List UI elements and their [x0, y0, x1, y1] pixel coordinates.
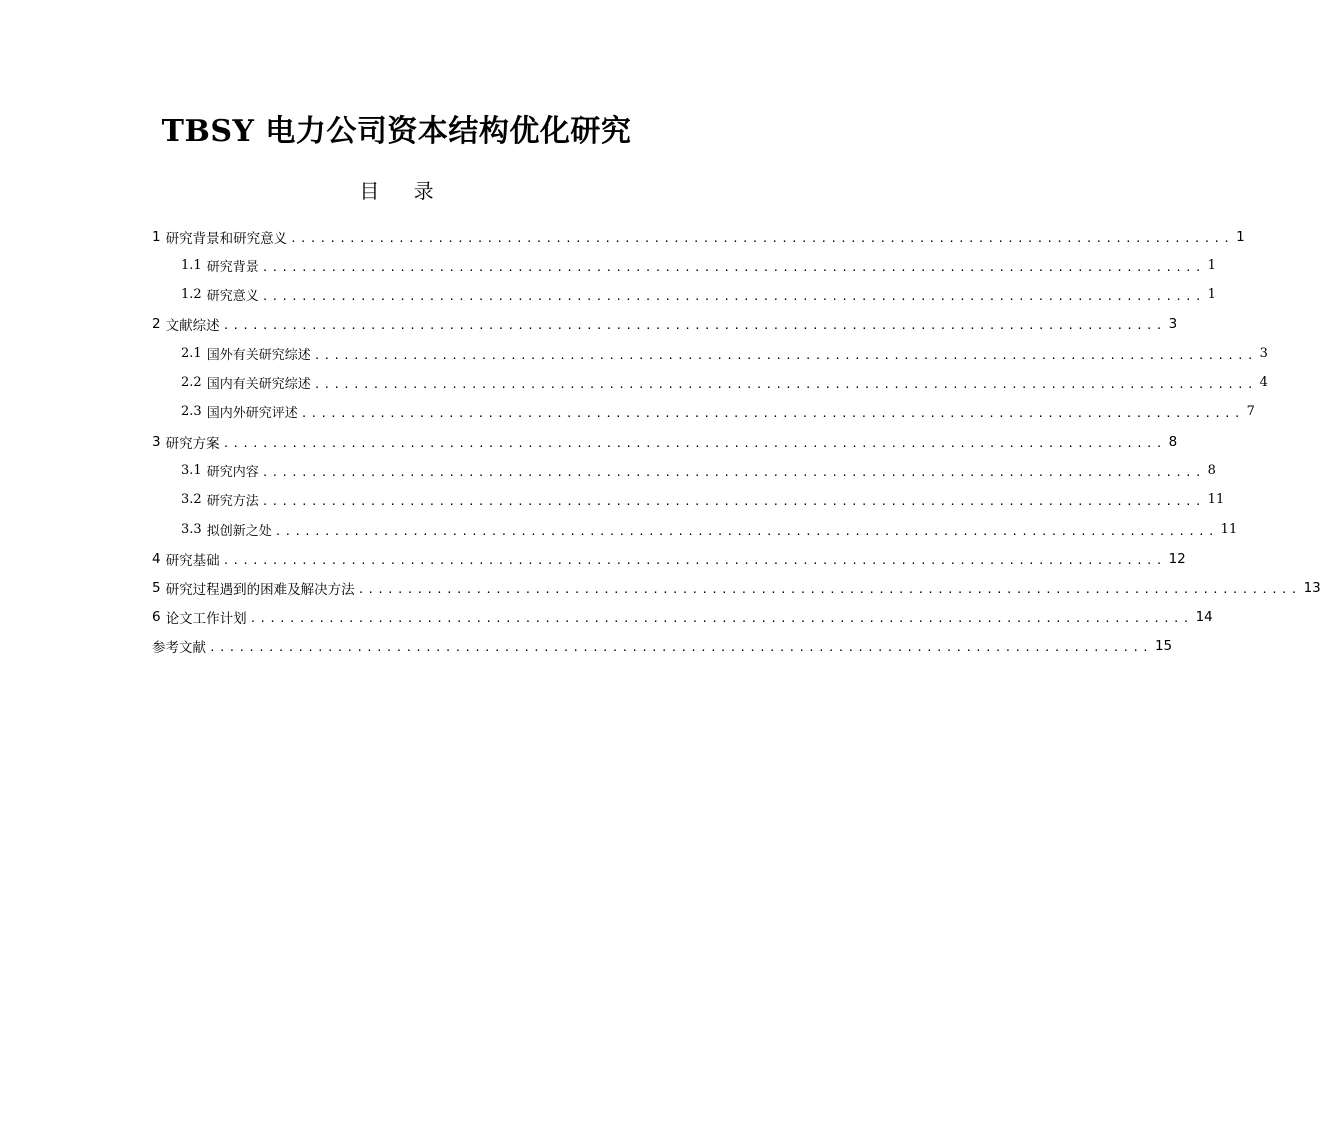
toc-dot-leader: ................................................................................................ [313, 378, 1257, 391]
toc-entry-label: 研究过程遇到的困难及解决方法 [165, 581, 355, 598]
toc-dot-leader: ................................................................................................ [357, 583, 1301, 596]
toc-entry-page: 12 [1168, 550, 1186, 567]
toc-entry-number: 3 [152, 433, 161, 450]
toc-dot-leader: ................................................................................................ [290, 232, 1234, 245]
toc-dot-leader: ................................................................................................ [222, 437, 1166, 450]
toc-entry-page: 1 [1207, 287, 1216, 302]
toc-dot-leader: ................................................................................................ [313, 349, 1257, 362]
toc-entry-number: 3.2 [181, 492, 202, 507]
toc-entry-page: 8 [1207, 463, 1216, 478]
toc-dot-leader: ................................................................................................ [300, 407, 1244, 420]
toc-heading: 目 录 [359, 179, 448, 203]
toc-entry-number: 1 [152, 228, 161, 245]
toc-entry-label: 参考文献 [152, 639, 206, 656]
toc-entry-page: 15 [1154, 637, 1173, 654]
toc-entry[interactable] [181, 515, 1238, 544]
toc-entry[interactable] [181, 485, 1225, 514]
toc-entry-page: 11 [1207, 492, 1225, 507]
toc-entry-number: 5 [152, 579, 161, 596]
toc-entry[interactable] [181, 251, 1216, 280]
toc-entry[interactable] [181, 397, 1255, 426]
toc-dot-leader: ................................................................................................ [209, 641, 1152, 654]
toc-dot-leader: ................................................................................................ [222, 319, 1166, 332]
toc-entry-label: 研究方案 [165, 435, 220, 452]
toc-entry-label: 研究基础 [165, 552, 220, 569]
toc-entry-page: 1 [1236, 228, 1245, 245]
toc-entry[interactable] [152, 544, 1186, 573]
toc-entry-label: 国外有关研究综述 [206, 348, 311, 363]
toc-entry[interactable] [181, 339, 1268, 368]
toc-dot-leader: ................................................................................................ [261, 290, 1205, 303]
toc-dot-leader: ................................................................................................ [261, 466, 1205, 479]
toc-dot-leader: ................................................................................................ [274, 525, 1218, 538]
toc-entry-label: 研究背景 [206, 260, 259, 275]
toc-entry-number: 1.2 [181, 287, 202, 302]
toc-entry-label: 文献综述 [165, 317, 220, 334]
toc-entry-page: 8 [1168, 433, 1178, 450]
toc-dot-leader: ................................................................................................ [249, 612, 1193, 625]
toc-entry-page: 13 [1303, 579, 1321, 596]
toc-entry-label: 研究背景和研究意义 [165, 230, 288, 247]
toc-entry-label: 研究方法 [206, 494, 259, 509]
toc-entry-label: 国内有关研究综述 [206, 377, 311, 392]
toc-entry[interactable] [181, 280, 1216, 309]
toc-entry-number: 3.1 [181, 463, 202, 478]
toc-entry-number: 2.2 [181, 375, 202, 390]
toc-dot-leader: ................................................................................................ [222, 554, 1166, 567]
toc-entry-page: 7 [1246, 404, 1255, 419]
toc-entry[interactable] [152, 427, 1178, 456]
toc-entry-label: 国内外研究评述 [206, 406, 298, 421]
toc-entry-label: 研究内容 [206, 465, 259, 480]
toc-entry[interactable] [152, 602, 1213, 631]
toc-entry-page: 4 [1259, 375, 1268, 390]
toc-entry-number: 2 [152, 315, 161, 332]
toc-entry-label: 论文工作计划 [165, 610, 247, 627]
toc-dot-leader: ................................................................................................ [261, 495, 1205, 508]
toc-entry-references[interactable] [152, 631, 1173, 660]
toc-entry-page: 3 [1168, 315, 1178, 332]
toc-entry-page: 11 [1220, 522, 1238, 537]
toc-entry[interactable] [152, 573, 1321, 602]
toc-entry-number: 4 [152, 550, 161, 567]
toc-dot-leader: ................................................................................................ [261, 261, 1205, 274]
document-title: TBSY 电力公司资本结构优化研究 [161, 114, 632, 149]
toc-entry-number: 3.3 [181, 522, 202, 537]
toc-entry-page: 14 [1195, 608, 1213, 625]
toc-entry[interactable] [181, 456, 1216, 485]
toc-entry-page: 3 [1259, 346, 1268, 361]
toc-entry-number: 1.1 [181, 258, 202, 273]
toc-entry-page: 1 [1207, 258, 1216, 273]
toc-entry-number: 6 [152, 608, 161, 625]
toc-entry[interactable] [152, 222, 1245, 251]
toc-entry[interactable] [181, 368, 1268, 397]
toc-entry-number: 2.1 [181, 346, 202, 361]
toc-entry[interactable] [152, 309, 1178, 338]
toc-entry-label: 研究意义 [206, 289, 259, 304]
toc-entry-number: 2.3 [181, 404, 202, 419]
toc-entry-label: 拟创新之处 [206, 524, 272, 539]
